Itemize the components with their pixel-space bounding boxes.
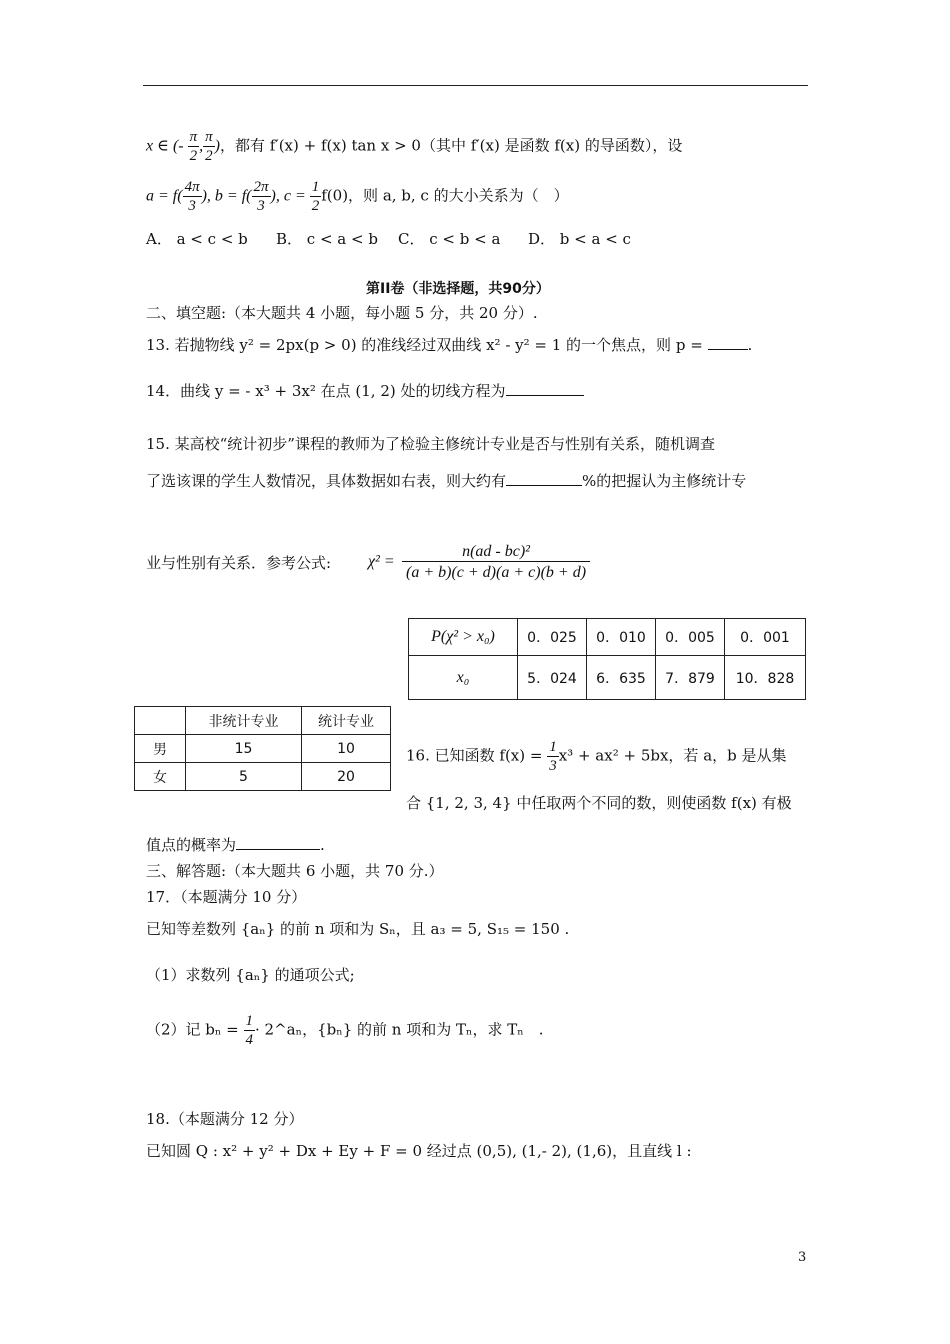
ref-row2-head: x₀	[409, 656, 518, 700]
fraction-4pi-3: $\frac{4\pi}{3}$	[184, 179, 200, 214]
q14: 14．曲线 y = - x³ + 3x² 在点 (1, 2) 处的切线方程为	[146, 380, 584, 401]
section3-heading: 三、解答题:（本大题共 6 小题，共 70 分.）	[146, 862, 444, 880]
gender-cell: 男	[135, 735, 186, 763]
gender-cell: 20	[302, 763, 391, 791]
formula-numerator: n(ad - bc)²	[402, 543, 590, 562]
header-rule	[143, 85, 808, 86]
ref-cell: 0．005	[656, 619, 725, 656]
fraction-1-3: $\frac{1}{3}$	[549, 739, 557, 774]
chi-square-formula	[402, 543, 590, 582]
q16-line3: 值点的概率为 .	[146, 836, 325, 854]
ref-cell: 7．879	[656, 656, 725, 700]
ref-cell: 0．010	[587, 619, 656, 656]
fraction-1-4: $\frac{1}{4}$	[245, 1013, 254, 1048]
fraction-1-2: $\frac{1}{2}$	[311, 179, 320, 214]
formula-denominator: (a + b)(c + d)(a + c)(b + d)	[406, 564, 587, 581]
gender-table	[134, 706, 391, 791]
q17-part2: （2）记 bₙ = $\frac{1}{4}$ · 2^aₙ，{bₙ} 的前 n 项和为 Tₙ，求 Tₙ .	[146, 1013, 544, 1048]
q12-line1: x ∈ (- $\frac{\pi}{2}$ , $\frac{\pi}{2}$ )，都有 f′(x) + f(x) tan x > 0（其中 f′(x) 是函数 f(x) 的导函数），设	[146, 129, 683, 164]
gender-cell: 5	[186, 763, 302, 791]
q12-line2: a = f( $\frac{4\pi}{3}$ ), b = f( $\frac{2\pi}{3}$ ), c = $\frac{1}{2}$ f(0)，则 a, b, c 的大小关系为（ ）	[146, 179, 569, 214]
q12-option-d: D． b < a < c	[528, 230, 631, 248]
ref-cell: 6．635	[587, 656, 656, 700]
ref-cell: 0．001	[725, 619, 806, 656]
q12-option-b: B． c < a < b	[276, 230, 378, 248]
fill-heading: 二、填空题:（本大题共 4 小题，每小题 5 分，共 20 分）.	[146, 304, 538, 322]
fraction-neg-pi-2: $\frac{\pi}{2}$	[189, 129, 198, 164]
q12-condition: ，都有 f′(x) + f(x) tan x > 0（其中 f′(x) 是函数 f(x) 的导函数），设	[219, 136, 683, 155]
gender-header: 统计专业	[302, 707, 391, 735]
q18-head: 18.（本题满分 12 分）	[146, 1110, 304, 1128]
q15-line3: 业与性别有关系．参考公式:	[146, 554, 332, 572]
q12-option-a: A． a < c < b	[146, 230, 248, 248]
fraction-pi-2: $\frac{\pi}{2}$	[205, 129, 213, 164]
gender-cell: 10	[302, 735, 391, 763]
q13: 13. 若抛物线 y² = 2px(p > 0) 的准线经过双曲线 x² - y² = 1 的一个焦点，则 p = .	[146, 336, 753, 354]
q12-option-c: C． c < b < a	[398, 230, 501, 248]
q17-stem: 已知等差数列 {aₙ} 的前 n 项和为 Sₙ，且 a₃ = 5, S₁₅ = 150 .	[146, 920, 570, 938]
q18-stem: 已知圆 Q : x² + y² + Dx + Ey + F = 0 经过点 (0,5), (1,- 2), (1,6)，且直线 l :	[146, 1142, 692, 1160]
fraction-2pi-3: $\frac{2\pi}{3}$	[253, 179, 269, 214]
gender-header: 非统计专业	[186, 707, 302, 735]
q12-domain-open: x ∈ (-	[146, 137, 188, 155]
reference-table	[408, 618, 806, 700]
chi-square-symbol: χ² =	[368, 553, 395, 570]
gender-cell: 女	[135, 763, 186, 791]
ref-cell: 10．828	[725, 656, 806, 700]
ref-cell: 5．024	[518, 656, 587, 700]
q17-head: 17．（本题满分 10 分）	[146, 888, 307, 906]
gender-cell: 15	[186, 735, 302, 763]
section2-title: 第II卷（非选择题，共90分）	[366, 281, 550, 297]
q15-line1: 15. 某高校“统计初步”课程的教师为了检验主修统计专业是否与性别有关系，随机调查	[146, 435, 715, 453]
gender-header-empty	[135, 707, 186, 735]
q16-line2: 合 {1, 2, 3, 4} 中任取两个不同的数，则使函数 f(x) 有极	[406, 794, 792, 812]
ref-cell: 0．025	[518, 619, 587, 656]
ref-row1-head: P(χ² > x₀)	[409, 619, 518, 656]
q16-line1: 16. 已知函数 f(x) = $\frac{1}{3}$ x³ + ax² + 5bx，若 a，b 是从集	[406, 739, 787, 774]
q17-part1: （1）求数列 {aₙ} 的通项公式;	[146, 966, 355, 984]
page-number: 3	[798, 1250, 807, 1265]
q15-line2: 了选该课的学生人数情况，具体数据如右表，则大约有 %的把握认为主修统计专	[146, 472, 747, 490]
